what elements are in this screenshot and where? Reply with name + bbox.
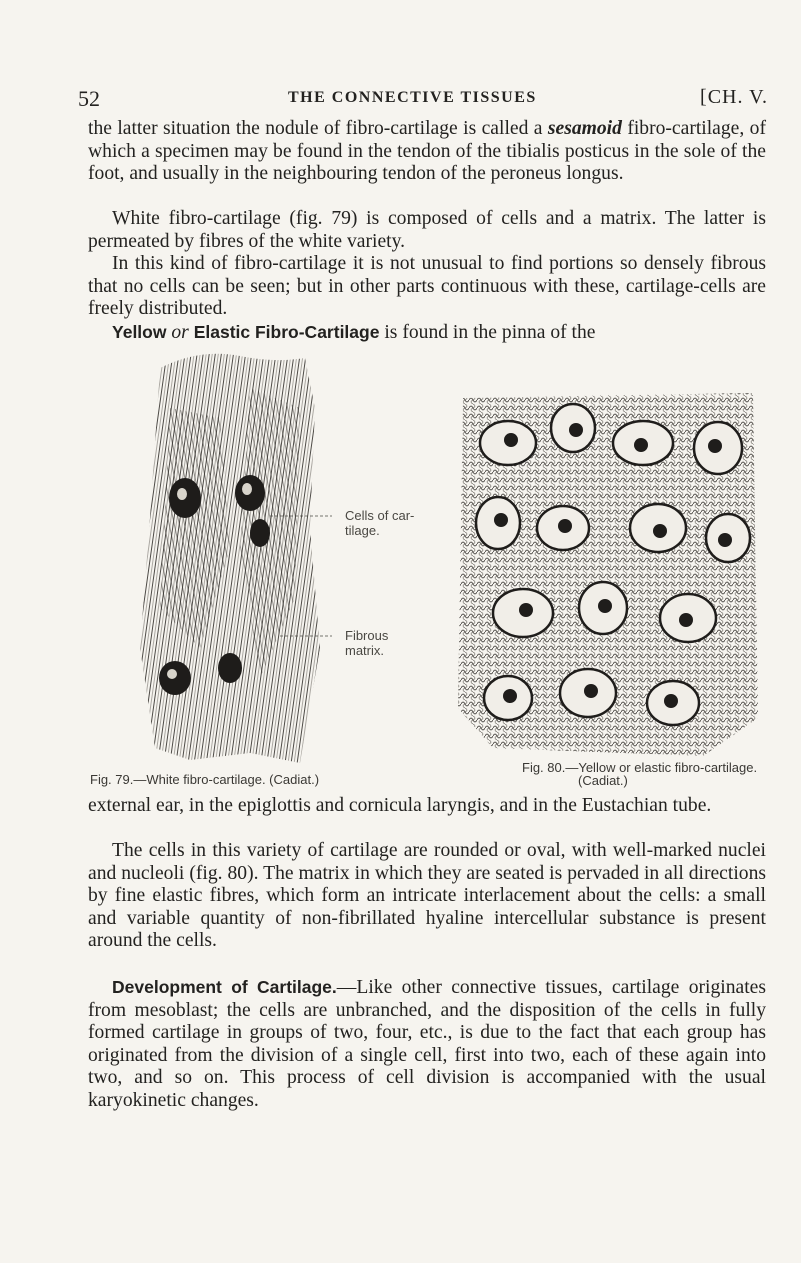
chapter-marker: [CH. V. [700, 86, 768, 108]
fig80-caption-line1: Fig. 80.—Yellow or elastic fibro-cartilage. [522, 760, 758, 775]
page-number: 52 [78, 86, 100, 111]
paragraph-sesamoid [88, 118, 766, 186]
running-header [78, 86, 768, 116]
fig80-elastic-fibrocartilage-illustration [453, 388, 763, 760]
fig79-caption: Fig. 79.—White fibro-cartilage. (Cadiat.) [90, 772, 320, 787]
para7-post: —Like other connective tissues, cartilage originates from mesoblast; the cells are unbranched, and the disposition of the cells in fully formed cartilage in groups of two, four, etc., is due to the fact that each group has originated from the division of a single cell, first into two, each of these again into two, and so on. This process of cell division is accompanied with the usual karyokinetic changes. [88, 977, 766, 1111]
para1-post: fibro-cartilage, of which a specimen may be found in the tendon of the tibialis posticus in the sole of the foot, and usually in the neighbouring tendon of the peroneus longus. [88, 118, 766, 185]
paragraph-dense-fibrous: In this kind of fibro-cartilage it is not unusual to find portions so densely fibrous that no cells can be seen; but in other parts continuous with these, cartilage-cells are freely distributed. [88, 253, 766, 320]
running-title: THE CONNECTIVE TISSUES [288, 89, 537, 106]
label-cells-of-cartilage: Cells of car- tilage. [345, 508, 415, 538]
fig79-white-fibrocartilage-illustration [100, 348, 340, 768]
paragraph-development [88, 976, 766, 1113]
para4-post: is found in the pinna of the [379, 322, 596, 343]
para1-pre: the latter situation the nodule of fibro-cartilage is called a [88, 118, 548, 139]
paragraph-external-ear: external ear, in the epiglottis and cornicula laryngis, and in the Eustachian tube. [88, 795, 712, 816]
or-word: or [166, 322, 194, 343]
paragraph-yellow-heading [88, 321, 766, 345]
paragraph-white-fibro: White fibro-cartilage (fig. 79) is composed of cells and a matrix. The latter is permeated by fibres of the white variety. [88, 208, 766, 252]
heading-yellow: Yellow [112, 322, 167, 342]
fig80-caption-line2: (Cadiat.) [578, 773, 628, 788]
paragraph-cells-rounded: The cells in this variety of cartilage are rounded or oval, with well-marked nuclei and nucleoli (fig. 80). The matrix in which they are seated is pervaded in all directions by fine elastic fibres, which form an intricate interlacement about the cells: a small and variable quantity of non-fibrillated hyaline intercellular substance is present around the cells. [88, 840, 766, 952]
label-fibrous-matrix: Fibrous matrix. [345, 628, 389, 658]
heading-elastic: Elastic Fibro-Cartilage [193, 322, 380, 342]
heading-development: Development of Cartilage. [112, 977, 337, 997]
term-sesamoid: sesamoid [547, 118, 622, 139]
